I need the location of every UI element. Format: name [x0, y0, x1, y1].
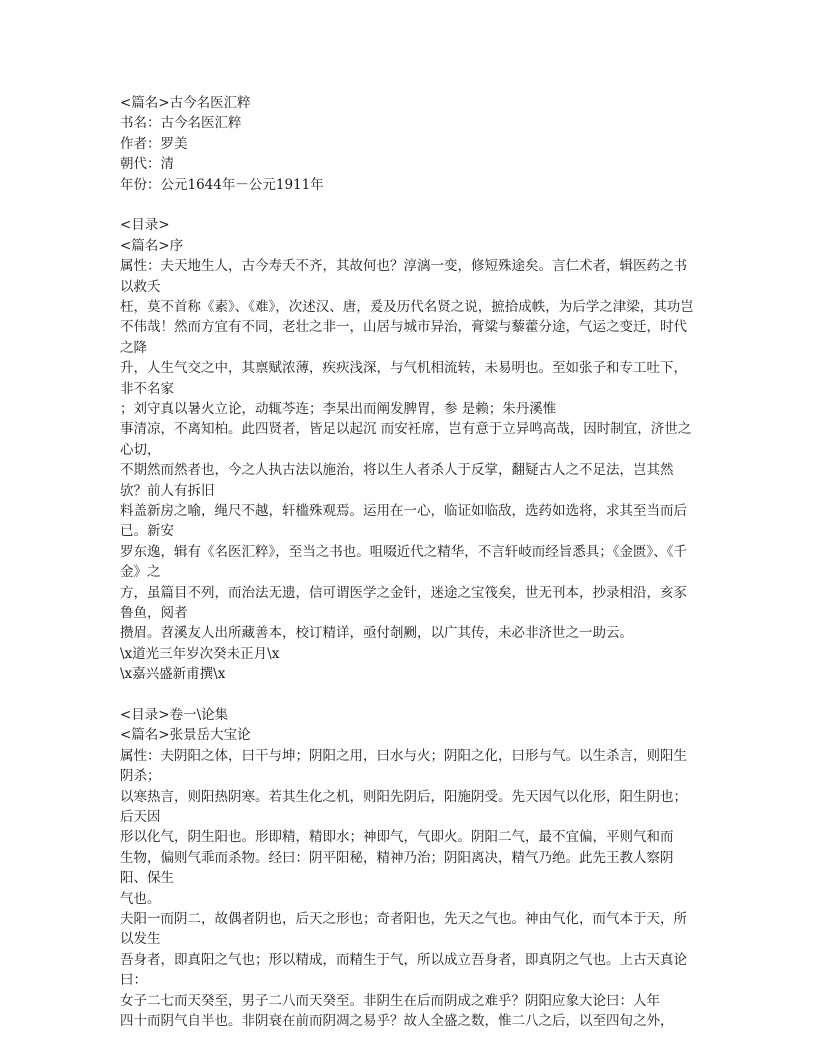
preface-line: 升，人生气交之中，其禀赋浓薄，疾疢浅深，与气机相流转，未易明也。至如张子和专工吐下，非不名家 — [120, 360, 687, 397]
author: 作者：罗美 — [120, 135, 188, 152]
article-title: <篇名>古今名医汇粹 — [120, 95, 251, 111]
chapter-line: 四十而阴气自半也。非阴衰在前而阴凋之易乎？故人全盛之数，惟二八之后，以至四旬之外， — [120, 1013, 674, 1030]
chapter-line: 夫阳一而阴二，故偶者阴也，后天之形也；奇者阳也，先天之气也。神由气化，而气本于天，所以发生 — [120, 911, 687, 948]
chapter-line: 以寒热言，则阳热阴寒。若其生化之机，则阳先阴后，阳施阴受。先天因气以化形，阳生阴也；后天因 — [120, 788, 687, 826]
chapter-line: 女子二七而天癸至，男子二八而天癸至。非阴生在后而阴成之难乎？阴阳应象大论曰：人年 — [120, 992, 660, 1009]
chapter-line: 形以化气，阴生阳也。形即精，精即水；神即气，气即火。阴阳二气，最不宜偏，平则气和而 — [120, 829, 674, 846]
preface-line: ；刘守真以暑火立论，动辄芩连；李杲出而阐发脾胃，参 是赖；朱丹溪惟 — [120, 400, 557, 417]
preface-signature: \x嘉兴盛新甫撰\x — [120, 666, 226, 683]
toc-chapter: <目录>卷一\论集 — [120, 707, 229, 724]
document-page — [120, 93, 700, 1031]
preface-line: 攒眉。苕溪友人出所藏善本，校订精详，亟付剞劂，以广其传，未必非济世之一助云。 — [120, 625, 633, 642]
preface-line: 料盖新房之喻，绳尺不越，轩槛殊观焉。运用在一心，临证如临敌，选药如选将，求其至当而后已。新安 — [120, 503, 687, 540]
book-name: 书名：古今名医汇粹 — [120, 115, 242, 132]
preface-date: \x道光三年岁次癸未正月\x — [120, 645, 280, 662]
years: 年份：公元1644年－公元1911年 — [120, 176, 324, 193]
preface-line: 事清凉，不离知柏。此四贤者，皆足以起沉 而安衽席，岂有意于立异鸣高哉，因时制宜，济世之心切， — [120, 421, 692, 458]
chapter-line: 生物，偏则气乖而杀物。经曰：阴平阳秘，精神乃治；阴阳离决，精气乃绝。此先王教人察阴阳、保生 — [120, 849, 674, 887]
section-title-chapter: <篇名>张景岳大宝论 — [120, 727, 251, 744]
dynasty: 朝代：清 — [120, 156, 174, 173]
chapter-line: 气也。 — [120, 890, 161, 907]
preface-line: 不伟哉！然而方宜有不同，老壮之非一，山居与城市异治，膏粱与藜藿分途，气运之变迁，时代之降 — [120, 319, 687, 356]
chapter-line: 属性：夫阴阳之体，曰干与坤；阴阳之用，曰水与火；阴阳之化，曰形与气。以生杀言，则阳生阴杀； — [120, 747, 687, 785]
chapter-body — [120, 746, 700, 1032]
preface-line: 属性：夫天地生人，古今寿夭不齐，其故何也？淳漓一变，修短殊途矣。言仁术者，辑医药之书以救夭 — [120, 258, 687, 295]
chapter-line: 吾身者，即真阳之气也；形以精成，而精生于气，所以成立吾身者，即真阴之气也。上古天真论曰： — [120, 951, 687, 989]
preface-line: 枉，莫不首称《素》、《难》，次述汉、唐，爰及历代名贤之说，摭拾成帙，为后学之津梁，其功岂 — [120, 298, 694, 315]
toc-heading: <目录> — [120, 217, 170, 234]
preface-line: 罗东逸，辑有《名医汇粹》，至当之书也。咀啜近代之精华，不言轩岐而经旨悉具；《金匮》、《千金》之 — [120, 543, 687, 581]
preface-body — [120, 256, 700, 644]
spacer — [120, 685, 700, 705]
preface-line: 方，虽篇目不列，而治法无遗，信可谓医学之金针，迷途之宝筏矣，世无刊本，抄录相沿，亥豕鲁鱼，阅者 — [120, 584, 687, 622]
preface-line: 不期然而然者也，今之人执古法以施治，将以生人者杀人于反掌，翻疑古人之不足法，岂其然欤？前人有拆旧 — [120, 462, 674, 499]
section-title-preface: <篇名>序 — [120, 237, 184, 254]
spacer — [120, 195, 700, 215]
